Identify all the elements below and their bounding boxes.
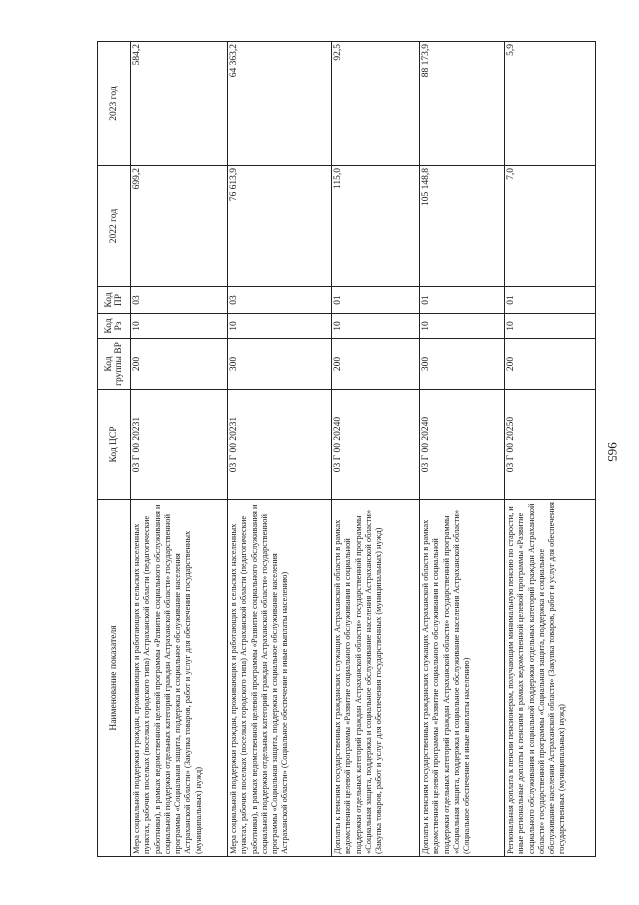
row-pr-code: 03 <box>131 287 228 314</box>
row-rz-code: 10 <box>228 314 332 339</box>
header-pr: Код ПР <box>98 287 131 314</box>
row-vr-code: 200 <box>332 339 420 390</box>
row-pr-code: 03 <box>228 287 332 314</box>
rotated-page-content <box>97 42 595 857</box>
table-row <box>131 42 228 857</box>
row-csr-code: 03 Г 00 20240 <box>420 390 505 500</box>
row-vr-code: 200 <box>131 339 228 390</box>
table-header-row <box>98 42 131 857</box>
row-value-2023: 92,5 <box>332 42 420 166</box>
row-csr-code: 03 Г 00 20240 <box>332 390 420 500</box>
row-value-2022: 699,2 <box>131 166 228 287</box>
row-pr-code: 01 <box>420 287 505 314</box>
row-description: Мера социальной поддержки граждан, проживающих и работающих в сельских населенных пунктах, рабочих поселках (поселках городского типа) Астраханской области (педагогические работники), в рамках ведомственной целевой программы «Развитие социального обслуживания и социальной поддержки отдельных категорий граждан Астраханской области» государственной программы «Социальная защита, поддержка и социальное обслуживание населения Астраханской области» (Закупка товаров, работ и услуг для обеспечения государственных (муниципальных) нужд) <box>131 500 228 857</box>
row-description: Доплаты к пенсиям государственных гражданских служащих Астраханской области в рамках ведомственной целевой программы «Развитие социального обслуживания и социальной поддержки отдельных категорий граждан Астраханской области» государственной программы «Социальная защита, поддержка и социальное обслуживание населения Астраханской области» (Закупка товаров, работ и услуг для обеспечения государственных (муниципальных) нужд) <box>332 500 420 857</box>
row-vr-code: 200 <box>505 339 596 390</box>
row-value-2023: 64 363,2 <box>228 42 332 166</box>
header-2023: 2023 год <box>98 42 131 166</box>
table-row <box>332 42 420 857</box>
row-rz-code: 10 <box>332 314 420 339</box>
table-row <box>420 42 505 857</box>
row-csr-code: 03 Г 00 20231 <box>131 390 228 500</box>
header-2022: 2022 год <box>98 166 131 287</box>
row-value-2022: 7,0 <box>505 166 596 287</box>
page-number: 965 <box>605 442 620 462</box>
table-row <box>228 42 332 857</box>
row-csr-code: 03 Г 00 20231 <box>228 390 332 500</box>
row-pr-code: 01 <box>505 287 596 314</box>
row-description: Региональная доплата к пенсии пенсионерам, получающим минимальную пенсию по старости, и иные региональные доплаты к пенсиям в рамках ведомственной целевой программы «Развитие социального обслуживания и социальной поддержки отдельных категорий граждан Астраханской области» государственной программы «Социальная защита, поддержка и социальное обслуживание населения Астраханской области» (Закупка товаров, работ и услуг для обеспечения государственных (муниципальных) нужд) <box>505 500 596 857</box>
table-row <box>505 42 596 857</box>
row-csr-code: 03 Г 00 20250 <box>505 390 596 500</box>
row-rz-code: 10 <box>420 314 505 339</box>
row-value-2023: 88 173,9 <box>420 42 505 166</box>
row-description: Доплаты к пенсиям государственных гражданских служащих Астраханской области в рамках ведомственной целевой программы «Развитие социального обслуживания и социальной поддержки отдельных категорий граждан Астраханской области» государственной программы «Социальная защита, поддержка и социальное обслуживание населения Астраханской области» (Социальное обеспечение и иные выплаты населению) <box>420 500 505 857</box>
row-value-2023: 5,9 <box>505 42 596 166</box>
row-vr-code: 300 <box>228 339 332 390</box>
header-csr: Код ЦСР <box>98 390 131 500</box>
row-rz-code: 10 <box>131 314 228 339</box>
row-pr-code: 01 <box>332 287 420 314</box>
row-vr-code: 300 <box>420 339 505 390</box>
row-value-2022: 105 148,8 <box>420 166 505 287</box>
row-value-2022: 76 613,9 <box>228 166 332 287</box>
row-rz-code: 10 <box>505 314 596 339</box>
header-vr: Код группы ВР <box>98 339 131 390</box>
header-name: Наименование показателя <box>98 500 131 857</box>
budget-table <box>97 41 596 857</box>
row-value-2022: 115,0 <box>332 166 420 287</box>
row-value-2023: 584,2 <box>131 42 228 166</box>
header-rz: Код Рз <box>98 314 131 339</box>
row-description: Мера социальной поддержки граждан, проживающих и работающих в сельских населенных пунктах, рабочих поселках (поселках городского типа) Астраханской области (педагогические работники), в рамках ведомственной целевой программы «Развитие социального обслуживания и социальной поддержки отдельных категорий граждан Астраханской области» государственной программы «Социальная защита, поддержка и социальное обслуживание населения Астраханской области» (Социальное обеспечение и иные выплаты населению) <box>228 500 332 857</box>
